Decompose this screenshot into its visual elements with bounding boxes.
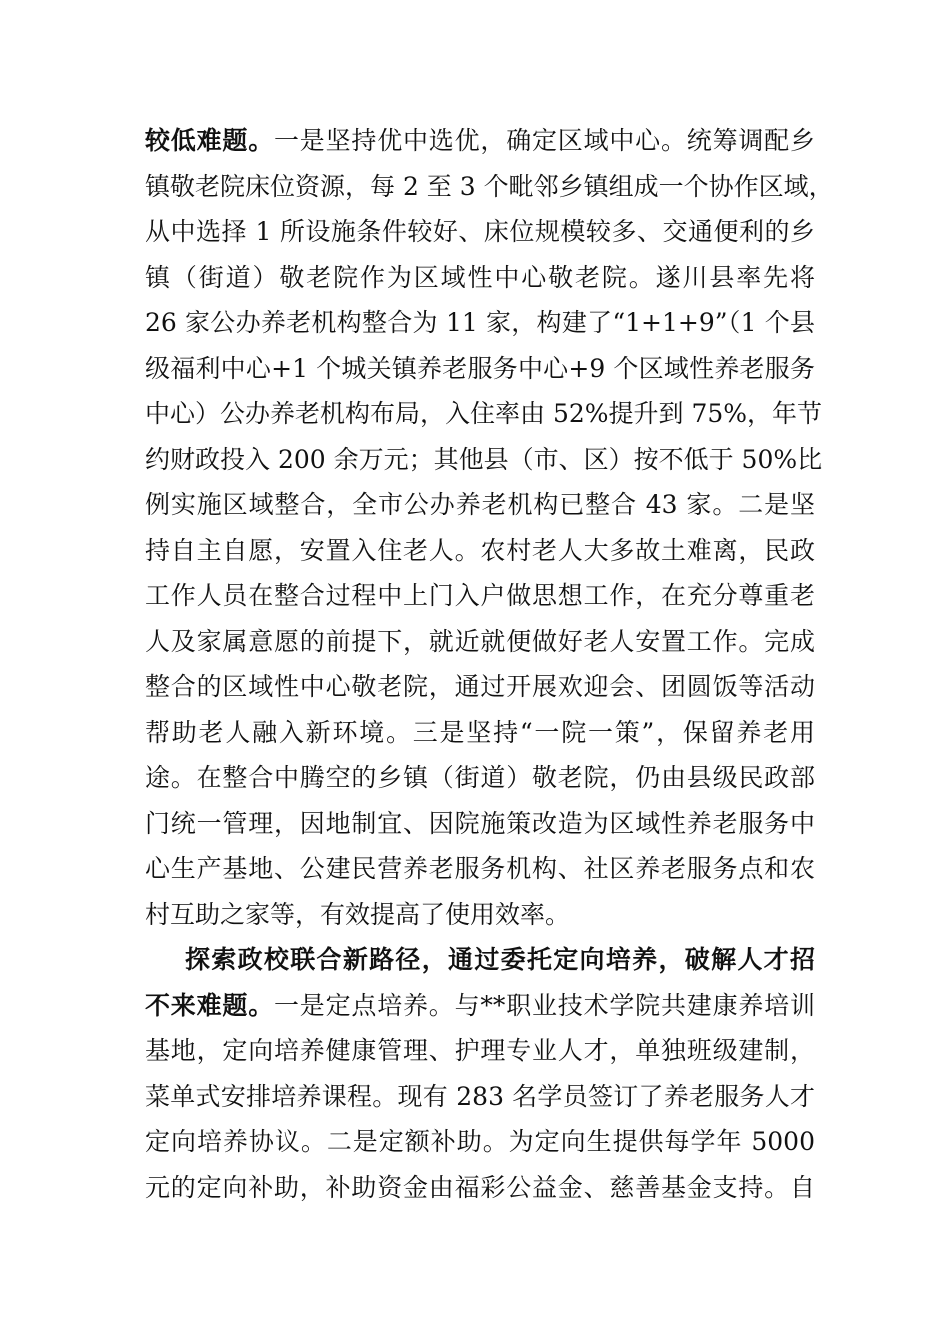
text-line: 约财政投入 200 余万元；其他县（市、区）按不低于 50%比 <box>145 444 823 474</box>
text-line: 镇敬老院床位资源，每 2 至 3 个毗邻乡镇组成一个协作区域， <box>145 171 834 201</box>
bold-heading-text: 探索政校联合新路径，通过委托定向培养，破解人才招 <box>185 945 815 974</box>
text-line: 较低难题。一是坚持优中选优，确定区域中心。统筹调配乡 <box>145 126 815 155</box>
text-line-last: 村互助之家等，有效提高了使用效率。 <box>145 899 571 929</box>
text-line: 人及家属意愿的前提下，就近就便做好老人安置工作。完成 <box>145 626 815 656</box>
text-line: 整合的区域性中心敬老院，通过开展欢迎会、团圆饭等活动 <box>145 672 815 701</box>
text-line: 帮助老人融入新环境。三是坚持“一院一策”，保留养老用 <box>145 717 815 747</box>
text-line: 元的定向补助，补助资金由福彩公益金、慈善基金支持。自 <box>145 1172 815 1202</box>
text-line: 心生产基地、公建民营养老服务机构、社区养老服务点和农 <box>145 854 815 883</box>
text-line: 定向培养协议。二是定额补助。为定向生提供每学年 5000 <box>145 1127 815 1156</box>
text-line: 中心）公办养老机构布局，入住率由 52%提升到 75%，年节 <box>145 399 823 428</box>
text-line: 途。在整合中腾空的乡镇（街道）敬老院，仍由县级民政部 <box>145 763 815 792</box>
paragraph-1 <box>145 118 834 937</box>
text-line: 不来难题。一是定点培养。与**职业技术学院共建康养培训 <box>145 990 815 1020</box>
text-line: 从中选择 1 所设施条件较好、床位规模较多、交通便利的乡 <box>145 217 815 246</box>
text-line: 工作人员在整合过程中上门入户做思想工作，在充分尊重老 <box>145 581 815 610</box>
text-line: 例实施区域整合，全市公办养老机构已整合 43 家。二是坚 <box>145 490 815 519</box>
bold-heading-text: 较低难题。 <box>145 126 274 155</box>
bold-heading-text: 不来难题。 <box>145 990 274 1020</box>
text-line-indented <box>145 937 815 983</box>
text-line: 级福利中心+1 个城关镇养老服务中心+9 个区域性养老服务 <box>145 353 815 383</box>
text-line: 26 家公办养老机构整合为 11 家，构建了“1+1+9”（1 个县 <box>145 308 815 337</box>
text-line: 持自主自愿，安置入住老人。农村老人大多故土难离，民政 <box>145 535 815 565</box>
text-line: 基地，定向培养健康管理、护理专业人才，单独班级建制， <box>145 1036 815 1065</box>
paragraph-2 <box>145 937 815 1210</box>
text-line: 门统一管理，因地制宜、因院施策改造为区域性养老服务中 <box>145 808 815 838</box>
text-line: 菜单式安排培养课程。现有 283 名学员签订了养老服务人才 <box>145 1081 815 1111</box>
document-body <box>145 118 834 1210</box>
text-line: 镇（街道）敬老院作为区域性中心敬老院。遂川县率先将 <box>145 262 815 292</box>
